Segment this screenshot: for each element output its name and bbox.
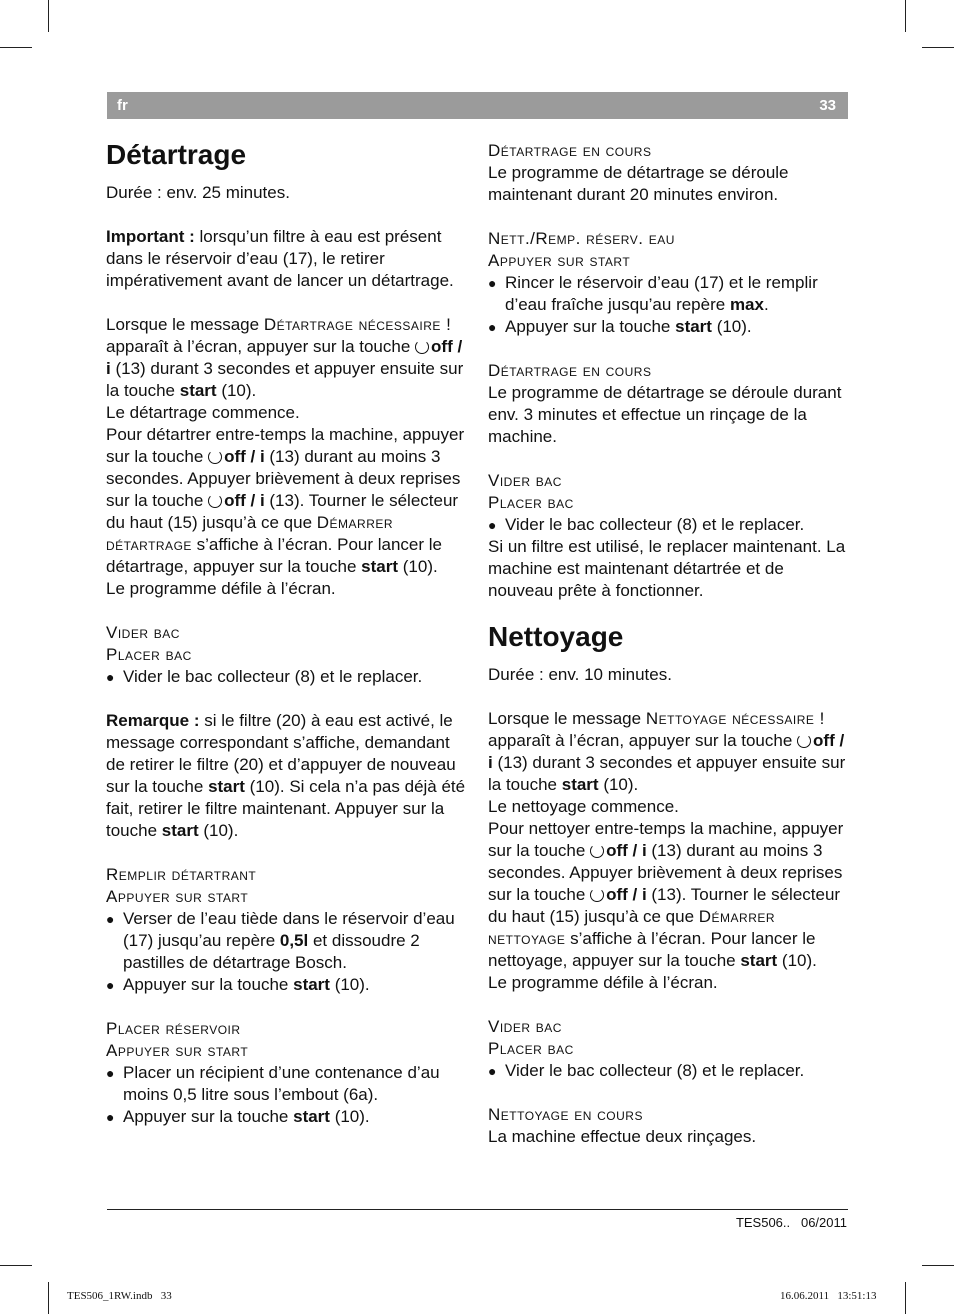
crop-mark xyxy=(0,47,32,48)
list-item: ● Vider le bac collecteur (8) et le replacer. xyxy=(488,1060,850,1082)
display-message: Placer réservoir xyxy=(106,1019,241,1038)
paragraph: Le nettoyage commence. xyxy=(488,797,679,816)
remark-label: Remarque : xyxy=(106,711,200,730)
display-message: Appuyer sur start xyxy=(106,1041,249,1060)
crop-mark xyxy=(0,1265,32,1266)
power-icon xyxy=(590,844,604,858)
power-icon xyxy=(797,734,811,748)
instruction-paragraph: Lorsque le message Détartrage nécessaire ! apparaît à l’écran, appuyer sur la touche off / i (13) durant 3 secondes et appuyer ensuite sur la touche start (10). xyxy=(106,315,464,400)
bullet-list xyxy=(106,908,466,996)
power-icon xyxy=(415,340,429,354)
list-item: ● Vider le bac collecteur (8) et le replacer. xyxy=(488,514,850,536)
instruction-paragraph: Pour détartrer entre-temps la machine, appuyer sur la touche off / i (13) durant au moins 3 secondes. Appuyer brièvement à deux reprises sur la touche off / i (13). Tourner le sélecteur du haut (15) jusqu’à ce que Démarrer détartrage s’affiche à l’écran. Pour lancer le détartrage, appuyer sur la touche start (10). xyxy=(106,425,465,576)
list-item: ● Appuyer sur la touche start (10). xyxy=(488,316,850,338)
duration-text: Durée : env. 25 minutes. xyxy=(106,183,290,202)
instruction-paragraph: Pour nettoyer entre-temps la machine, appuyer sur la touche off / i (13) durant au moins 3 secondes. Appuyer brièvement à deux reprises sur la touche off / i (13). Tourner le sélecteur du haut (15) jusqu’à ce que Démarrer nettoyage s’affiche à l’écran. Pour lancer le nettoyage, appuyer sur la touche start (10). xyxy=(488,819,844,970)
display-message: Démarrer nettoyage xyxy=(488,907,776,948)
display-message: Vider bac xyxy=(488,471,562,490)
bullet-list xyxy=(488,272,850,338)
print-slug-date: 16.06.2011 13:51:13 xyxy=(780,1290,877,1302)
list-item: ● Verser de l’eau tiède dans le réservoir d’eau (17) jusqu’au repère 0,5l et dissoudre 2 pastilles de détartrage Bosch. xyxy=(106,908,466,974)
power-icon xyxy=(208,494,222,508)
left-column xyxy=(106,138,466,1128)
right-column xyxy=(488,140,850,1148)
print-slug-file: TES506_1RW.indb 33 xyxy=(67,1290,172,1302)
paragraph: Le programme défile à l’écran. xyxy=(106,579,336,598)
display-message: Détartrage nécessaire ! xyxy=(263,315,452,334)
display-message: Détartrage en cours xyxy=(488,361,652,380)
page-number: 33 xyxy=(819,97,836,114)
list-item: ● Rincer le réservoir d’eau (17) et le remplir d’eau fraîche jusqu’au repère max. xyxy=(488,272,850,316)
display-message: Placer bac xyxy=(488,1039,574,1058)
power-icon xyxy=(590,888,604,902)
important-paragraph: Important : lorsqu’un filtre à eau est présent dans le réservoir d’eau (17), le retirer impérativement avant de lancer un détartrage. xyxy=(106,227,454,290)
bullet-list xyxy=(106,1062,466,1128)
paragraph: Si un filtre est utilisé, le replacer maintenant. La machine est maintenant détartrée et de nouveau prête à fonctionner. xyxy=(488,537,846,600)
instruction-paragraph: Lorsque le message Nettoyage nécessaire ! apparaît à l’écran, appuyer sur la touche off / i (13) durant 3 secondes et appuyer ensuite sur la touche start (10). xyxy=(488,709,846,794)
paragraph: Le programme défile à l’écran. xyxy=(488,973,718,992)
paragraph: Le programme de détartrage se déroule durant env. 3 minutes et effectue un rinçage de la machine. xyxy=(488,383,842,446)
list-item: ● Vider le bac collecteur (8) et le replacer. xyxy=(106,666,466,688)
list-item: ● Appuyer sur la touche start (10). xyxy=(106,974,466,996)
list-item: ● Appuyer sur la touche start (10). xyxy=(106,1106,466,1128)
bullet-list xyxy=(488,514,850,536)
crop-mark xyxy=(922,1265,954,1266)
display-message: Détartrage en cours xyxy=(488,141,652,160)
display-message: Placer bac xyxy=(488,493,574,512)
crop-mark xyxy=(922,47,954,48)
remark-paragraph: Remarque : si le filtre (20) à eau est activé, le message correspondant s’affiche, demandant de retirer le filtre (20) et d’appuyer de nouveau sur la touche start (10). Si cela n’a pas déjà été fait, retirer le filtre maintenant. Appuyer sur la touche start (10). xyxy=(106,711,466,840)
display-message: Vider bac xyxy=(106,623,180,642)
crop-mark xyxy=(48,1282,49,1314)
footer-reference: TES506.. 06/2011 xyxy=(735,1215,847,1230)
section-title-nettoyage: Nettoyage xyxy=(488,621,624,652)
paragraph: La machine effectue deux rinçages. xyxy=(488,1127,757,1146)
display-message: Placer bac xyxy=(106,645,192,664)
display-message: Vider bac xyxy=(488,1017,562,1036)
crop-mark xyxy=(905,0,906,32)
display-message: Appuyer sur start xyxy=(488,251,631,270)
display-message: Remplir détartrant xyxy=(106,865,257,884)
footer-rule xyxy=(107,1209,848,1210)
paragraph: Le programme de détartrage se déroule maintenant durant 20 minutes environ. xyxy=(488,163,789,204)
list-item: ● Placer un récipient d’une contenance d’au moins 0,5 litre sous l’embout (6a). xyxy=(106,1062,466,1106)
duration-text: Durée : env. 10 minutes. xyxy=(488,665,672,684)
display-message: Nett./Remp. réserv. eau xyxy=(488,229,675,248)
crop-mark xyxy=(48,0,49,32)
language-label: fr xyxy=(117,97,128,114)
section-title-detartrage: Détartrage xyxy=(106,139,247,170)
display-message: Nettoyage en cours xyxy=(488,1105,643,1124)
display-message: Démarrer détartrage xyxy=(106,513,394,554)
display-message: Appuyer sur start xyxy=(106,887,249,906)
important-label: Important : xyxy=(106,227,195,246)
paragraph: Le détartrage commence. xyxy=(106,403,300,422)
crop-mark xyxy=(905,1282,906,1314)
page-header xyxy=(107,92,848,119)
bullet-list xyxy=(106,666,466,688)
display-message: Nettoyage nécessaire ! xyxy=(645,709,825,728)
power-icon xyxy=(208,450,222,464)
bullet-list xyxy=(488,1060,850,1082)
